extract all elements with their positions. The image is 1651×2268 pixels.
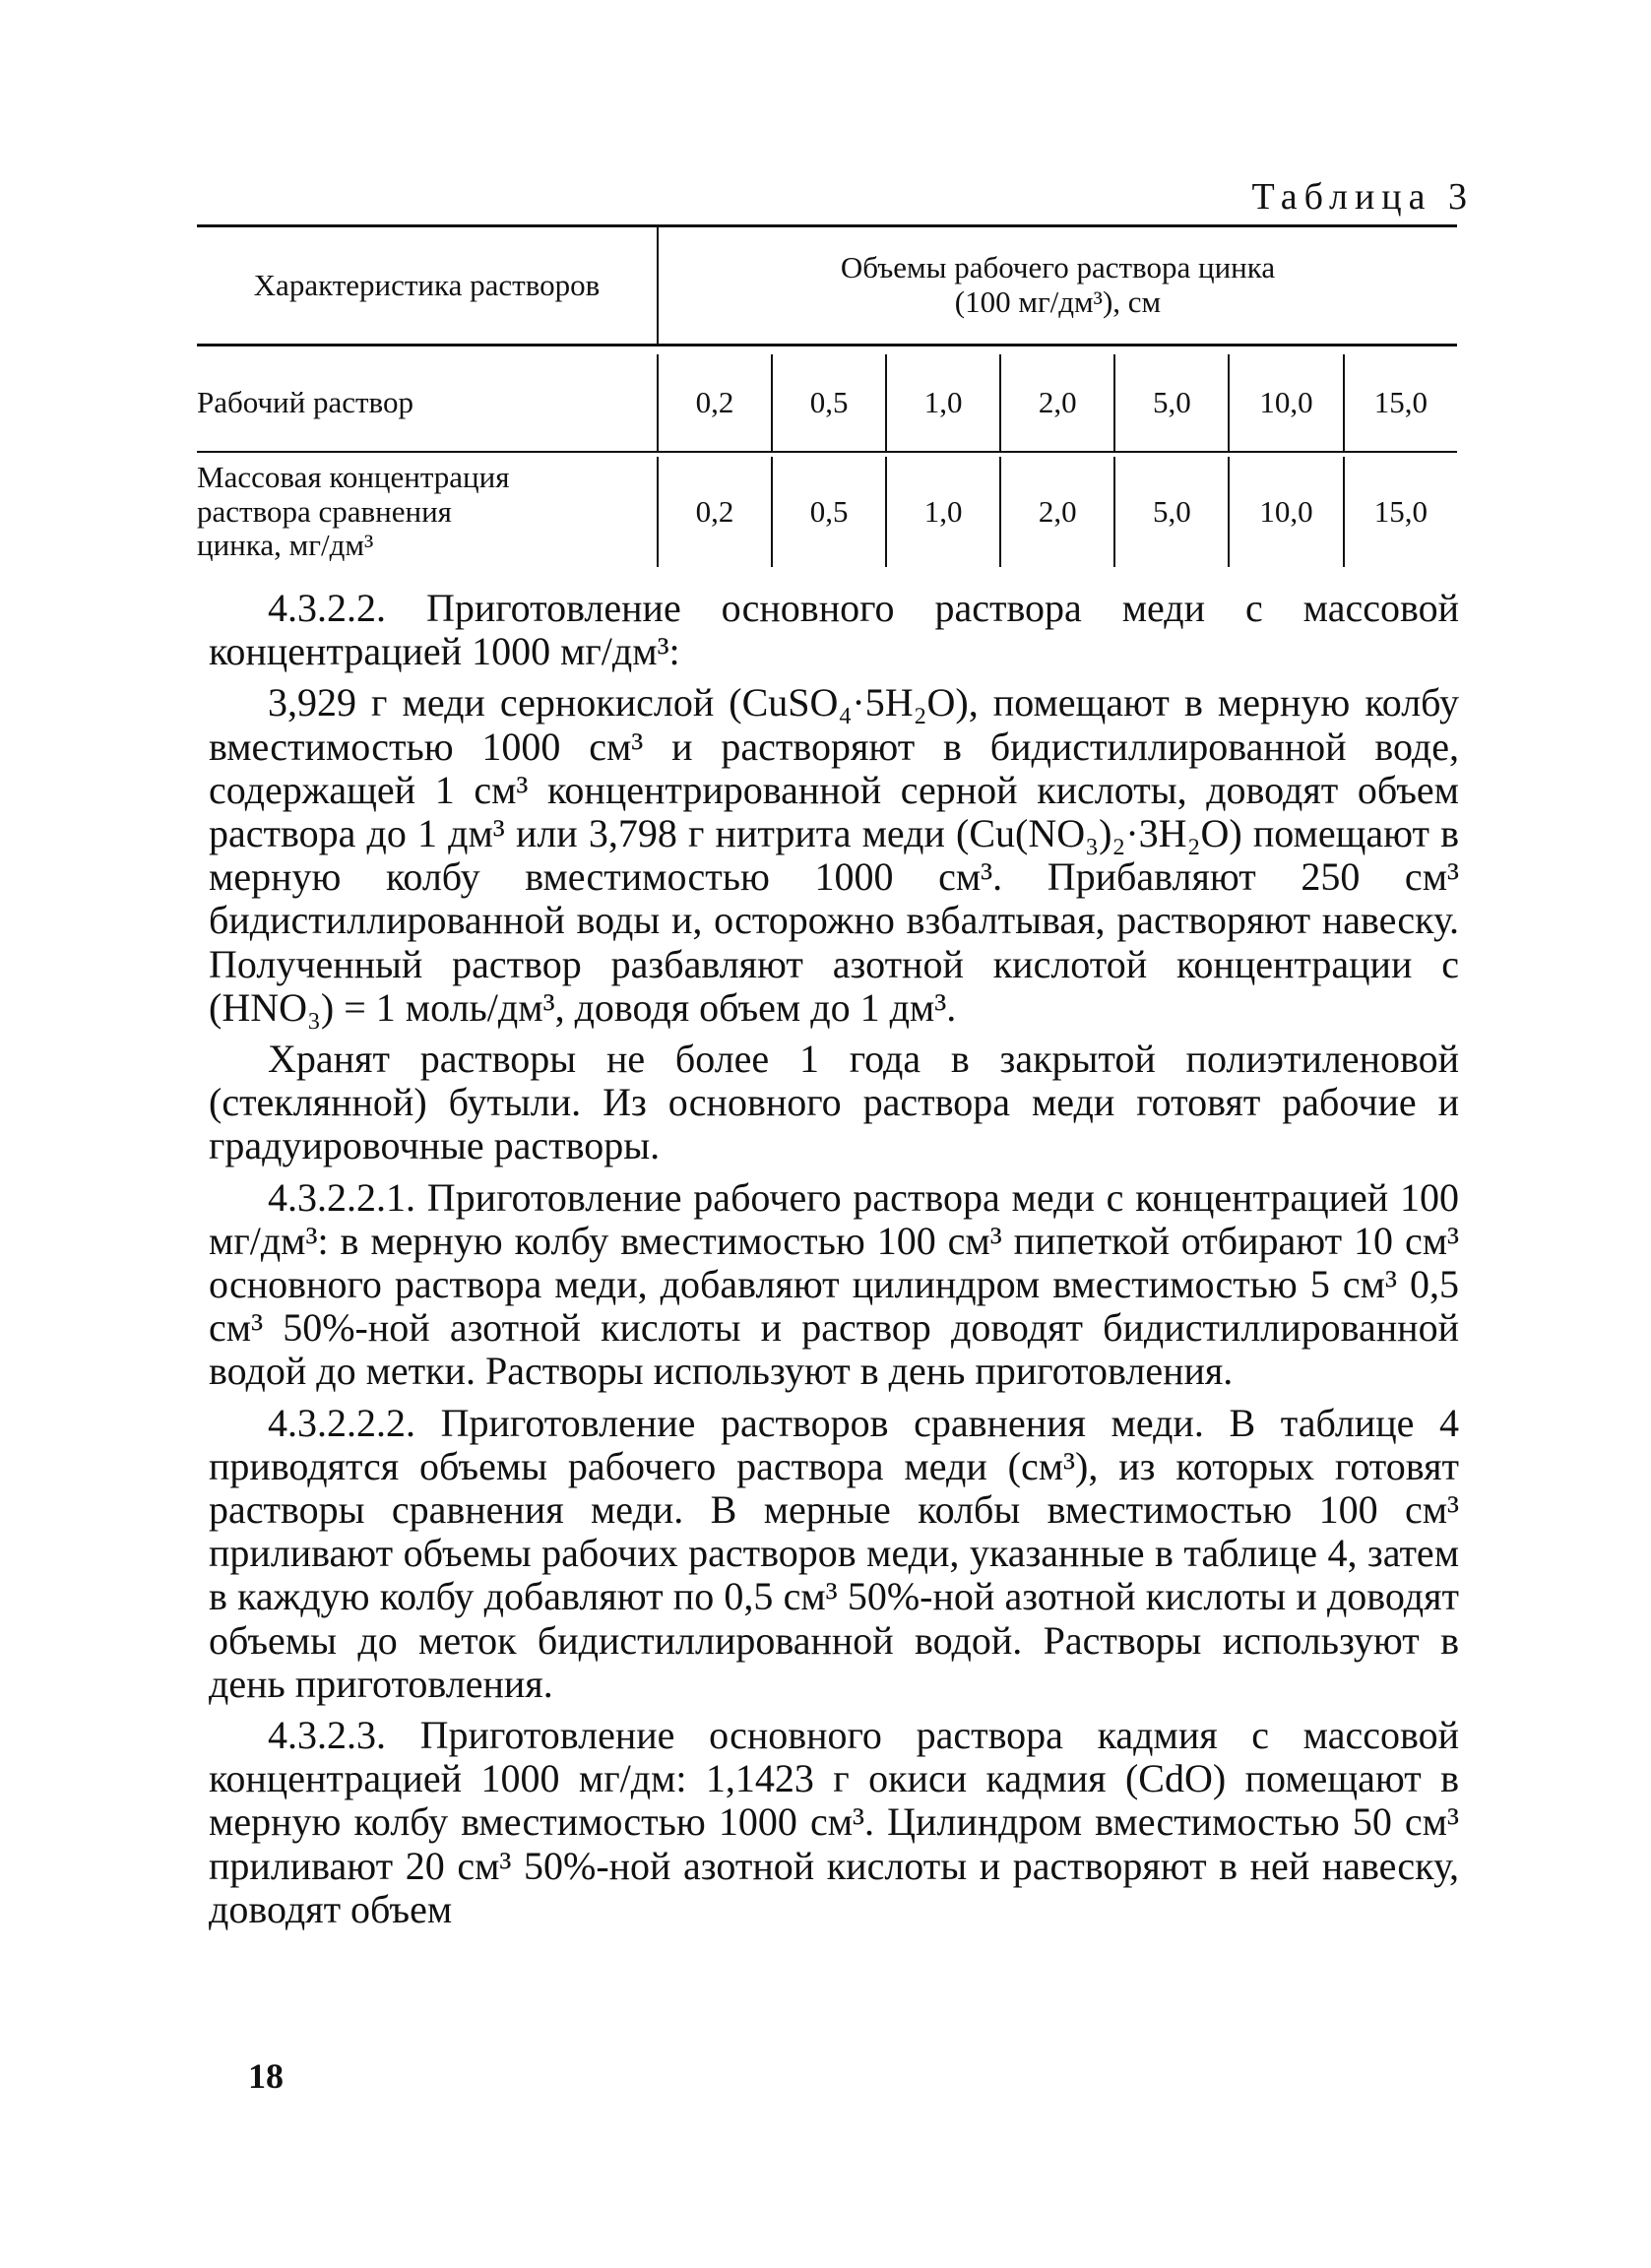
table-row <box>197 457 1457 567</box>
table-cell: 0,2 <box>658 457 772 567</box>
table-row <box>197 354 1457 452</box>
paragraph-storage: Хранят растворы не более 1 года в закрытой полиэтиленовой (стеклянной) бутыли. Из основного раствора меди готовят рабочие и градуировочные растворы. <box>209 1037 1459 1168</box>
table-cell: 0,2 <box>658 354 772 452</box>
row-label-line: Массовая концентрация <box>197 459 510 494</box>
table-3 <box>197 224 1457 567</box>
page-number: 18 <box>248 2056 284 2096</box>
paragraph-copper-stock: 3,929 г меди сернокислой (CuSO₄·5H₂O), помещают в мерную колбу вместимостью 1000 см³ и растворяют в бидистиллированной воде, содержащей 1 см³ концентрированной серной кислоты, доводят объем раствора до 1 дм³ или 3,798 г нитрита меди (Cu(NO₃)₂·3H₂O) помещают в мерную колбу вместимостью 1000 см³. Прибавляют 250 см³ бидистиллированной воды и, осторожно взбалтывая, растворяют навеску. Полученный раствор разбавляют азотной кислотой концентрации с (HNO₃) = 1 моль/дм³, доводя объем до 1 дм³. <box>209 680 1459 1030</box>
table-cell: 2,0 <box>1000 457 1114 567</box>
table-cell: 15,0 <box>1344 354 1457 452</box>
table-cell: 15,0 <box>1344 457 1457 567</box>
table-cell: 5,0 <box>1114 457 1229 567</box>
body-text <box>209 587 1459 1939</box>
paragraph-4-3-2-3: 4.3.2.3. Приготовление основного раствора кадмия с массовой концентрацией 1000 мг/дм: 1,1423 г окиси кадмия (CdO) помещают в мерную колбу вместимостью 1000 см³. Цилиндром вместимостью 50 см³ приливают 20 см³ 50%-ной азотной кислоты и растворяют в ней навеску, доводят объем <box>209 1713 1459 1931</box>
row-label-line: цинка, мг/дм³ <box>197 528 374 563</box>
table-cell: 0,5 <box>772 457 886 567</box>
row-label-line: раствора сравнения <box>197 493 452 529</box>
table-cell: 1,0 <box>886 457 1000 567</box>
table-caption: Таблица 3 <box>1251 176 1474 218</box>
header-volumes-line1: Объемы рабочего раствора цинка <box>840 250 1276 285</box>
paragraph-4-3-2-2: 4.3.2.2. Приготовление основного раствора меди с массовой концентрацией 1000 мг/дм³: <box>209 586 1459 674</box>
table-cell: 10,0 <box>1229 457 1343 567</box>
header-characteristic-text: Характеристика растворов <box>253 267 601 302</box>
header-volumes <box>658 226 1457 346</box>
table-cell: 5,0 <box>1114 354 1229 452</box>
paragraph-4-3-2-2-1: 4.3.2.2.1. Приготовление рабочего раствора меди с концентрацией 100 мг/дм³: в мерную колбу вместимостью 100 см³ пипеткой отбирают 10 см³ основного раствора меди, добавляют цилиндром вместимостью 5 см³ 0,5 см³ 50%-ной азотной кислоты и раствор доводят бидистиллированной водой до метки. Растворы используют в день приготовления. <box>209 1174 1459 1394</box>
row-label-mass-concentration <box>197 457 658 567</box>
table-cell: 1,0 <box>886 354 1000 452</box>
header-characteristic <box>197 226 658 346</box>
row-label-working-solution: Рабочий раствор <box>197 384 413 419</box>
table-header-row <box>197 226 1457 346</box>
table-cell: 0,5 <box>772 354 886 452</box>
header-volumes-line2: (100 мг/дм³), см <box>954 284 1162 319</box>
paragraph-4-3-2-2-2: 4.3.2.2.2. Приготовление растворов сравнения меди. В таблице 4 приводятся объемы рабочего раствора меди (см³), из которых готовят растворы сравнения меди. В мерные колбы вместимостью 100 см³ приливают объемы рабочих растворов меди, указанные в таблице 4, затем в каждую колбу добавляют по 0,5 см³ 50%-ной азотной кислоты и доводят объемы до меток бидистиллированной водой. Растворы используют в день приготовления. <box>209 1400 1459 1706</box>
table-cell: 10,0 <box>1229 354 1343 452</box>
table-cell: 2,0 <box>1000 354 1114 452</box>
